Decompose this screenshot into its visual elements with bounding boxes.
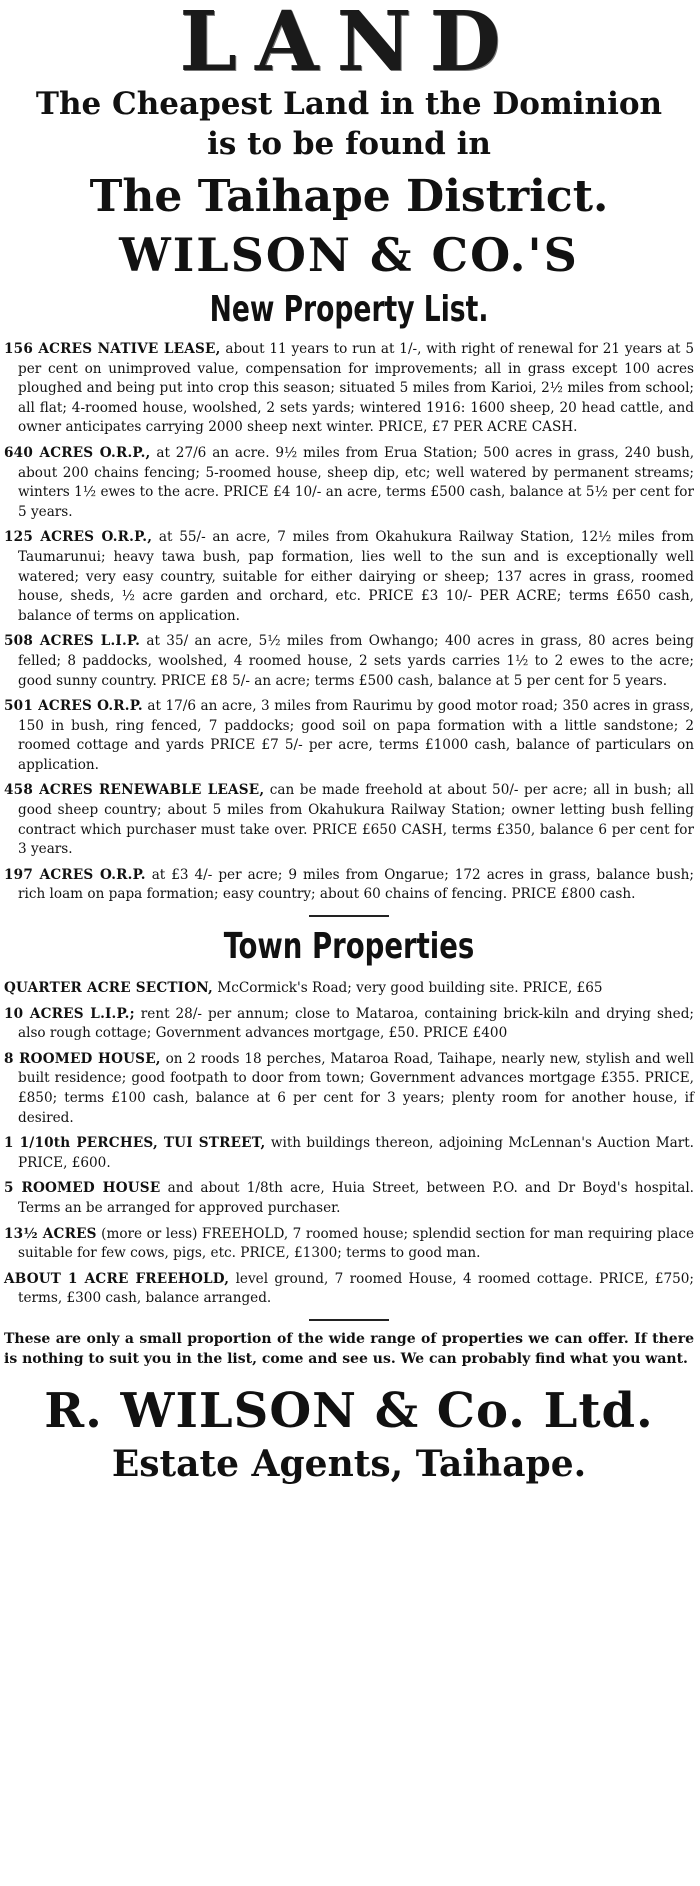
listing-head: 156 ACRES NATIVE LEASE, (4, 341, 221, 357)
listing-head: 1 1/10th PERCHES, TUI STREET, (4, 1135, 266, 1152)
company-name: R. WILSON & Co. Ltd. (44, 1382, 654, 1439)
listing-head: 8 ROOMED HOUSE, (4, 1050, 161, 1067)
listing-head: 13½ ACRES (4, 1225, 97, 1242)
town-properties-heading: Town Properties (223, 926, 475, 968)
tagline-line-2: is to be found in (207, 126, 491, 162)
listing-item (4, 1225, 694, 1264)
listing-body: with buildings thereon, adjoining McLennan's Auction Mart. PRICE, £600. (18, 1135, 694, 1171)
listing-head: 197 ACRES O.R.P. (4, 866, 146, 883)
listing-item (4, 781, 694, 859)
listing-body: at 17/6 an acre, 3 miles from Raurimu by good motor road; 350 acres in grass, 150 in bush, ring fenced, 7 paddocks; good soil on papa formation with a little sandstone; 2 roomed cottage and yards PRICE £7 5/- per acre, terms £1000 cash, balance of particulars on application. (18, 698, 694, 773)
listing-item (4, 979, 694, 999)
listing-head: 5 ROOMED HOUSE (4, 1180, 161, 1197)
district-heading: The Taihape District. (89, 171, 609, 222)
listing-head: QUARTER ACRE SECTION, (4, 980, 213, 997)
listing-body: at £3 4/- per acre; 9 miles from Ongarue; 172 acres in grass, balance bush; rich loam on papa formation; easy country; about 60 chains of fencing. PRICE £800 cash. (18, 866, 694, 903)
footer-divider (309, 1319, 389, 1321)
listing-body: level ground, 7 roomed House, 4 roomed cottage. PRICE, £750; terms, £300 cash, balance arranged. (18, 1270, 694, 1307)
listing-head: 501 ACRES O.R.P. (4, 698, 143, 715)
listing-body: rent 28/- per annum; close to Mataroa, containing brick-kiln and drying shed; also rough cottage; Government advances mortgage, £50. PRICE £400 (18, 1005, 694, 1042)
company-tagline: Estate Agents, Taihape. (111, 1442, 587, 1485)
listing-item (4, 632, 694, 691)
listing-body: about 11 years to run at 1/-, with right of renewal for 21 years at 5 per cent on unimproved value, compensation for improvements; all in grass except 100 acres ploughed and being put into crop this season; situated 5 miles from Karioi, 2½ miles from school; all flat; 4-roomed house, woolshed, 2 sets yards; wintered 1916: 1600 sheep, 20 head cattle, and owner anticipates carrying 2000 sheep next winter. PRICE, £7 PER ACRE CASH. (18, 341, 694, 436)
listing-item (4, 697, 694, 775)
listing-head: 10 ACRES L.I.P.; (4, 1005, 135, 1022)
listing-body: at 55/- an acre, 7 miles from Okahukura Railway Station, 12½ miles from Taumarunui; heavy tawa bush, pap formation, lies well to the sun and is exceptionally well watered; very easy country, suitable for either dairying or sheep; 137 acres in grass, roomed house, sheds, ½ acre garden and orchard, etc. PRICE £3 10/- PER ACRE; terms £650 cash, balance of terms on application. (18, 529, 694, 624)
listing-body: at 35/ an acre, 5½ miles from Owhango; 400 acres in grass, 80 acres being felled; 8 paddocks, woolshed, 4 roomed house, 2 sets yards carries 1½ to 2 ewes to the acre; good sunny country. PRICE £8 5/- an acre; terms £500 cash, balance at 5 per cent for 5 years. (18, 633, 695, 689)
listing-item (4, 1005, 694, 1044)
ad-title: LAND (179, 0, 519, 90)
footer-note: These are only a small proportion of the wide range of properties we can offer. If there is nothing to suit you in the list, come and see us. We can probably find what you want. (4, 1330, 694, 1367)
rural-listings (4, 340, 694, 905)
listing-body: and about 1/8th acre, Huia Street, between P.O. and Dr Boyd's hospital. Terms an be arranged for approved purchaser. (18, 1180, 695, 1216)
listing-item (4, 1179, 694, 1218)
listing-item (4, 1134, 694, 1173)
listing-body: at 27/6 an acre. 9½ miles from Erua Station; 500 acres in grass, 240 bush, about 200 chains fencing; 5-roomed house, sheep dip, etc; well watered by permanent streams; winters 1½ ewes to the acre. PRICE £4 10/- an acre, terms £500 cash, balance at 5½ per cent for 5 years. (18, 444, 695, 520)
listing-head: ABOUT 1 ACRE FREEHOLD, (4, 1270, 230, 1287)
listing-item (4, 444, 694, 522)
listing-item (4, 1270, 694, 1309)
listing-body: (more or less) FREEHOLD, 7 roomed house; splendid section for man requiring place suitable for few cows, pigs, etc. PRICE, £1300; terms to good man. (18, 1225, 694, 1262)
firm-heading: WILSON & CO.'S (119, 228, 579, 282)
listing-head: 125 ACRES O.R.P., (4, 529, 153, 546)
listing-body: can be made freehold at about 50/- per acre; all in bush; all good sheep country; about 5 miles from Okahukura Railway Station; owner letting bush felling contract which purchaser must take over. PRICE £650 CASH, terms £350, balance 6 per cent for 3 years. (18, 782, 694, 858)
listing-head: 508 ACRES L.I.P. (4, 633, 141, 650)
listing-item (4, 528, 694, 626)
listing-body: McCormick's Road; very good building site. PRICE, £65 (217, 980, 603, 997)
listing-body: on 2 roods 18 perches, Mataroa Road, Taihape, nearly new, stylish and well built residence; good footpath to door from town; Government advances mortgage £355. PRICE, £850; terms £100 cash, balance at 6 per cent for 3 years; plenty room for another house, if desired. (18, 1050, 694, 1126)
list-title: New Property List. (209, 289, 489, 330)
listing-item (4, 340, 694, 438)
listing-item (4, 1050, 694, 1128)
listing-head: 640 ACRES O.R.P., (4, 444, 151, 461)
section-divider (309, 915, 389, 917)
town-listings (4, 979, 694, 1309)
listing-head: 458 ACRES RENEWABLE LEASE, (4, 782, 265, 799)
tagline-line-1: The Cheapest Land in the Dominion (35, 86, 663, 122)
listing-item (4, 866, 694, 905)
